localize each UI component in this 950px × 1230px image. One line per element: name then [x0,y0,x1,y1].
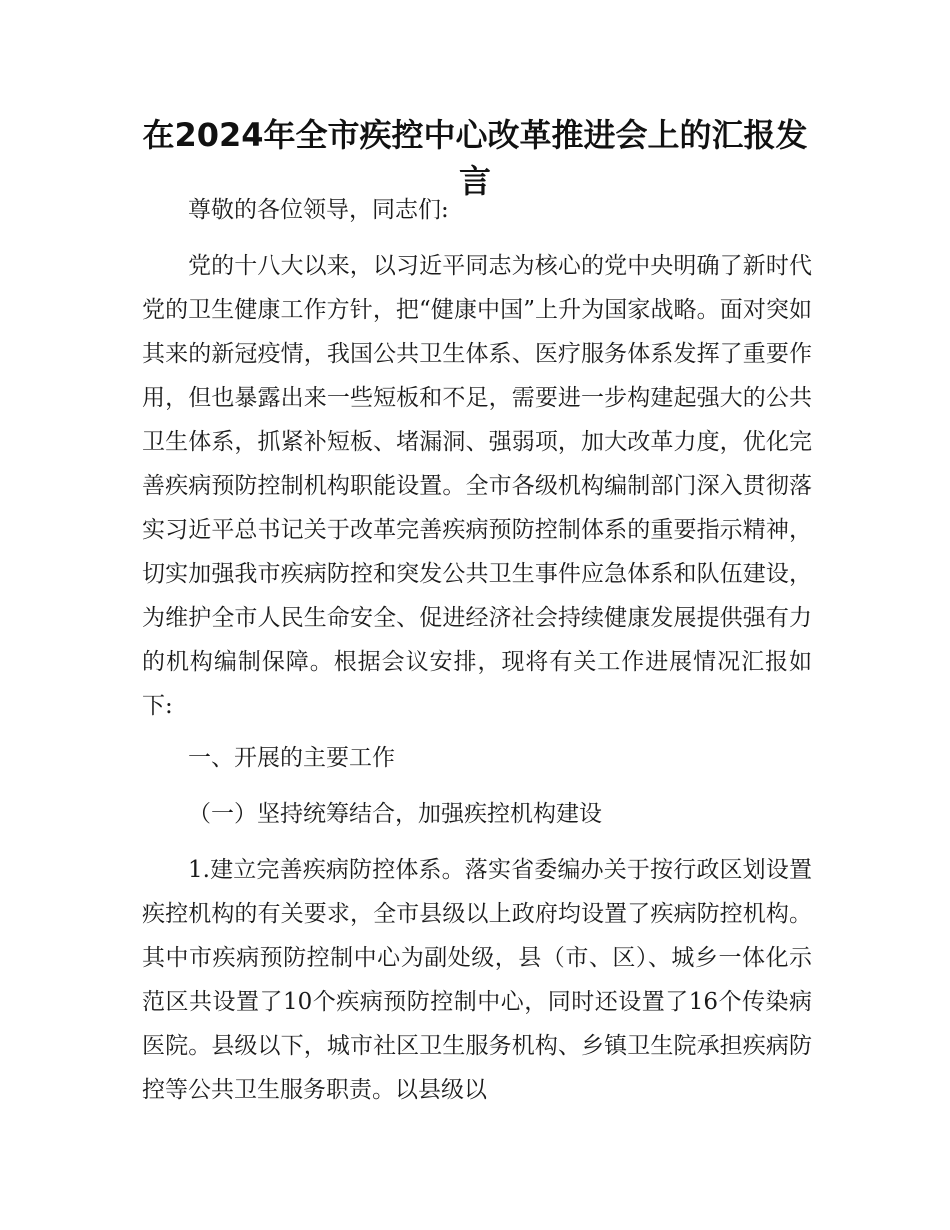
intro-paragraph: 党的十八大以来，以习近平同志为核心的党中央明确了新时代党的卫生健康工作方针，把“健康中国”上升为国家战略。面对突如其来的新冠疫情，我国公共卫生体系、医疗服务体系发挥了重要作用，但也暴露出来一些短板和不足，需要进一步构建起强大的公共卫生体系，抓紧补短板、堵漏洞、强弱项，加大改革力度，优化完善疾病预防控制机构职能设置。全市各级机构编制部门深入贯彻落实习近平总书记关于改革完善疾病预防控制体系的重要指示精神，切实加强我市疾病防控和突发公共卫生事件应急体系和队伍建设，为维护全市人民生命安全、促进经济社会持续健康发展提供强有力的机构编制保障。根据会议安排，现将有关工作进展情况汇报如下: [142,253,812,719]
document-body [142,188,812,1124]
section-heading: 一、开展的主要工作 [188,745,395,771]
salutation-paragraph: 尊敬的各位领导，同志们: [188,197,449,223]
item-paragraph: 1.建立完善疾病防控体系。落实省委编办关于按行政区划设置疾控机构的有关要求，全市县级以上政府均设置了疾病防控机构。其中市疾病预防控制中心为副处级，县（市、区）、城乡一体化示范区共设置了10个疾病预防控制中心，同时还设置了16个传染病医院。县级以下，城市社区卫生服务机构、乡镇卫生院承担疾病防控等公共卫生服务职责。以县级以 [142,857,812,1103]
subsection-heading: （一）坚持统筹结合，加强疾控机构建设 [188,801,602,827]
document-title: 在2024年全市疾控中心改革推进会上的汇报发言 [142,116,808,200]
